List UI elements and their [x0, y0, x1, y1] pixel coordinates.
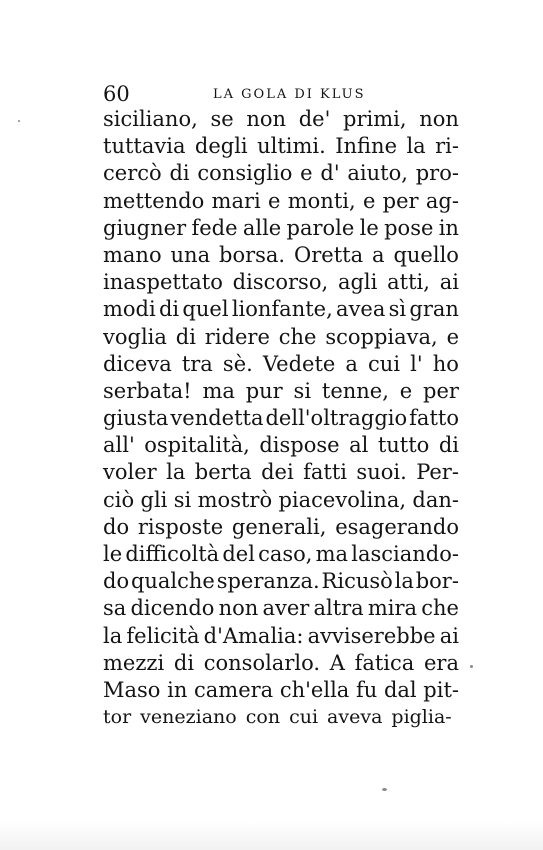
text-line: [103, 487, 459, 514]
word: speranza.: [216, 569, 320, 594]
word: Oretta: [294, 242, 364, 267]
word: qualche: [130, 569, 215, 594]
word: d'Amalia:: [203, 623, 304, 648]
word: veneziano: [140, 706, 237, 729]
word: del: [222, 542, 255, 566]
word: diceva: [103, 351, 172, 376]
ink-speck: [18, 120, 20, 122]
word: aveva: [327, 706, 383, 729]
word: piacevolina,: [278, 487, 407, 512]
word: suoi.: [356, 460, 407, 485]
word: sa: [103, 596, 127, 621]
word: siciliano,: [103, 107, 198, 131]
word: aver: [262, 596, 310, 621]
word: ospitalità,: [144, 433, 250, 458]
word: quello: [393, 242, 459, 267]
word: difficoltà: [125, 542, 220, 566]
word: fede: [191, 215, 238, 240]
word: modi: [103, 297, 156, 322]
word: d': [320, 161, 340, 186]
word: ma: [202, 378, 235, 403]
text-line: [103, 677, 459, 704]
word: dell'oltraggio: [265, 406, 408, 431]
word: dispose: [259, 433, 340, 458]
word: avviserebbe: [307, 623, 436, 648]
word: risposte: [137, 514, 224, 539]
word: esagerando: [335, 514, 459, 539]
word: Vedete: [262, 351, 336, 376]
word: mettendo: [103, 188, 205, 213]
word: e: [300, 161, 313, 186]
word: se: [210, 107, 234, 131]
word: ho: [432, 351, 459, 376]
word: la: [406, 134, 426, 159]
word: giugner: [103, 215, 187, 240]
text-line: [103, 215, 459, 242]
text-line: [103, 324, 459, 351]
word: ultimi.: [257, 134, 326, 159]
word: piglia-: [391, 706, 452, 729]
word: non: [246, 107, 287, 131]
page-header: [103, 80, 459, 108]
word: al: [349, 433, 369, 458]
word: e: [268, 188, 281, 213]
scan-shadow: [0, 822, 543, 850]
word: vendetta: [170, 406, 264, 431]
text-line: [103, 595, 459, 622]
word: all': [103, 433, 135, 458]
text-line: [103, 623, 459, 650]
word: e: [362, 188, 376, 213]
word: dicendo: [130, 596, 215, 621]
word: sì: [388, 297, 407, 322]
word: mezzi: [103, 650, 165, 675]
word: voglia: [103, 324, 167, 349]
word: inaspettato: [103, 270, 223, 295]
word: che: [278, 324, 317, 349]
word: fatti: [303, 460, 347, 485]
running-title: LA GOLA DI KLUS: [213, 87, 366, 102]
word: quel: [182, 297, 229, 322]
word: degli: [194, 134, 248, 159]
word: le: [103, 542, 123, 566]
word: ag-: [425, 188, 459, 213]
word: bor-: [415, 569, 459, 594]
word: berta: [194, 460, 252, 485]
text-line: [103, 378, 459, 405]
word: sè.: [222, 351, 253, 376]
word: per: [423, 378, 459, 403]
text-line: [103, 541, 459, 568]
word: tuttavia: [103, 134, 186, 159]
word: tra: [181, 351, 213, 376]
word: parole: [286, 215, 355, 240]
word: giusta: [103, 406, 169, 431]
word: si: [293, 378, 312, 403]
word: ciò: [103, 487, 135, 512]
word: atti,: [387, 270, 430, 295]
word: ai: [439, 270, 459, 295]
word: dei: [261, 460, 294, 485]
word: consolarlo.: [203, 650, 321, 675]
word: scoppiava,: [325, 324, 438, 349]
word: ri-: [435, 134, 459, 159]
word: la: [166, 460, 186, 485]
text-line: [103, 650, 459, 677]
word: ai: [439, 623, 459, 648]
text-line: [103, 514, 459, 541]
text-line: [103, 405, 459, 432]
text-line: [103, 459, 459, 486]
word: consiglio: [197, 161, 293, 186]
word: non: [218, 596, 259, 621]
ink-speck: [470, 665, 473, 668]
word: aiuto,: [347, 161, 408, 186]
word: di: [173, 650, 195, 675]
word: voler: [103, 460, 157, 485]
word: a: [372, 242, 385, 267]
word: mira: [367, 596, 418, 621]
text-line: [103, 106, 459, 133]
word: cui: [289, 706, 319, 729]
word: non: [419, 107, 459, 131]
word: pit-: [423, 677, 459, 702]
word: la: [394, 569, 414, 594]
word: mostrò: [197, 487, 273, 512]
word: era: [424, 650, 459, 675]
word: generali,: [231, 514, 327, 539]
text-line: [103, 160, 459, 187]
word: do: [103, 569, 130, 594]
word: gli: [140, 487, 168, 512]
word: de': [298, 107, 331, 131]
text-line: [103, 269, 459, 296]
word: felicità: [126, 623, 200, 648]
word: a: [345, 351, 358, 376]
word: mano: [103, 242, 162, 267]
word: di: [158, 297, 180, 322]
word: lionfante,: [231, 297, 333, 322]
word: mari: [211, 188, 261, 213]
word: A: [329, 650, 345, 675]
word: gran: [409, 297, 459, 322]
text-line: [103, 188, 459, 215]
word: pur: [245, 378, 283, 403]
word: camera: [194, 677, 274, 702]
word: di: [438, 433, 459, 458]
page-number: 60: [103, 82, 130, 106]
word: fatica: [354, 650, 415, 675]
text-line: [103, 133, 459, 160]
word: serbata!: [103, 378, 192, 403]
word: dal: [383, 677, 417, 702]
word: per: [382, 188, 419, 213]
word: di: [169, 161, 190, 186]
word: che: [421, 596, 459, 621]
word: cercò: [103, 161, 162, 186]
word: tutto: [377, 433, 430, 458]
word: altra: [313, 596, 364, 621]
word: ch'ella: [279, 677, 350, 702]
word: ridere: [204, 324, 270, 349]
word: la: [103, 623, 123, 648]
text-line: [103, 432, 459, 459]
word: avea: [336, 297, 386, 322]
word: una: [170, 242, 211, 267]
word: borsa.: [219, 242, 286, 267]
word: Maso: [103, 677, 161, 702]
word: con: [245, 706, 281, 729]
body-text: [103, 106, 459, 731]
word: e: [446, 324, 459, 349]
word: Per-: [416, 460, 459, 485]
word: di: [175, 324, 196, 349]
text-line: [103, 351, 459, 378]
word: le: [359, 215, 379, 240]
word: pro-: [415, 161, 459, 186]
word: lasciando-: [351, 542, 459, 566]
word: dan-: [412, 487, 459, 512]
word: tenne,: [321, 378, 389, 403]
word: e: [399, 378, 413, 403]
word: caso,: [258, 542, 313, 566]
word: primi,: [343, 107, 407, 131]
word: ma: [315, 542, 349, 566]
word: si: [173, 487, 192, 512]
word: monti,: [287, 188, 356, 213]
word: Infine: [335, 134, 398, 159]
word: l': [410, 351, 423, 376]
word: cui: [368, 351, 401, 376]
word: Ricusò: [321, 569, 393, 594]
word: discorso,: [232, 270, 329, 295]
word: in: [167, 677, 188, 702]
word: in: [438, 215, 459, 240]
text-line: [103, 296, 459, 323]
word: tor: [103, 706, 132, 729]
text-line: [103, 704, 459, 731]
word: agli: [337, 270, 378, 295]
text-line: [103, 568, 459, 595]
word: fatto: [409, 406, 459, 431]
word: alle: [242, 215, 282, 240]
ink-speck: [382, 788, 387, 791]
text-line: [103, 242, 459, 269]
word: fu: [355, 677, 378, 702]
word: pose: [384, 215, 434, 240]
word: do: [103, 514, 130, 539]
